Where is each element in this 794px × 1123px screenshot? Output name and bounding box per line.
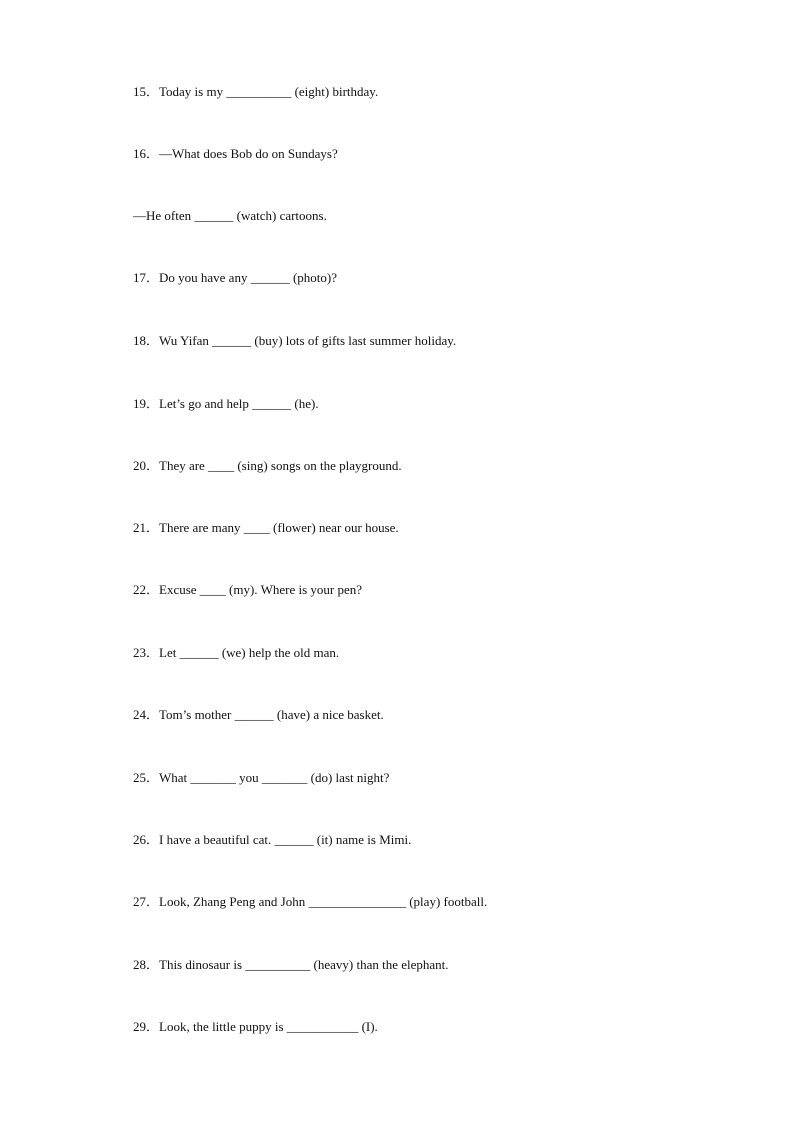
question-22: 22．Excuse ____ (my). Where is your pen? bbox=[133, 582, 363, 597]
question-16: 16．—What does Bob do on Sundays? bbox=[133, 146, 338, 161]
question-21: 21．There are many ____ (flower) near our house. bbox=[133, 520, 399, 535]
question-27: 27．Look, Zhang Peng and John _______________ (play) football. bbox=[133, 894, 488, 909]
question-26: 26．I have a beautiful cat. ______ (it) name is Mimi. bbox=[133, 832, 412, 847]
question-29: 29．Look, the little puppy is ___________ (I). bbox=[133, 1019, 378, 1034]
question-17: 17．Do you have any ______ (photo)? bbox=[133, 270, 337, 285]
question-24: 24．Tom’s mother ______ (have) a nice basket. bbox=[133, 707, 384, 722]
question-28: 28．This dinosaur is __________ (heavy) than the elephant. bbox=[133, 957, 449, 972]
question-15: 15．Today is my __________ (eight) birthday. bbox=[133, 84, 379, 99]
question-23: 23．Let ______ (we) help the old man. bbox=[133, 645, 340, 660]
question-19: 19．Let’s go and help ______ (he). bbox=[133, 396, 319, 411]
question-18: 18．Wu Yifan ______ (buy) lots of gifts last summer holiday. bbox=[133, 333, 457, 348]
question-25: 25．What _______ you _______ (do) last night? bbox=[133, 770, 390, 785]
question-20: 20．They are ____ (sing) songs on the playground. bbox=[133, 458, 402, 473]
question-16-answer-line: —He often ______ (watch) cartoons. bbox=[133, 208, 327, 223]
